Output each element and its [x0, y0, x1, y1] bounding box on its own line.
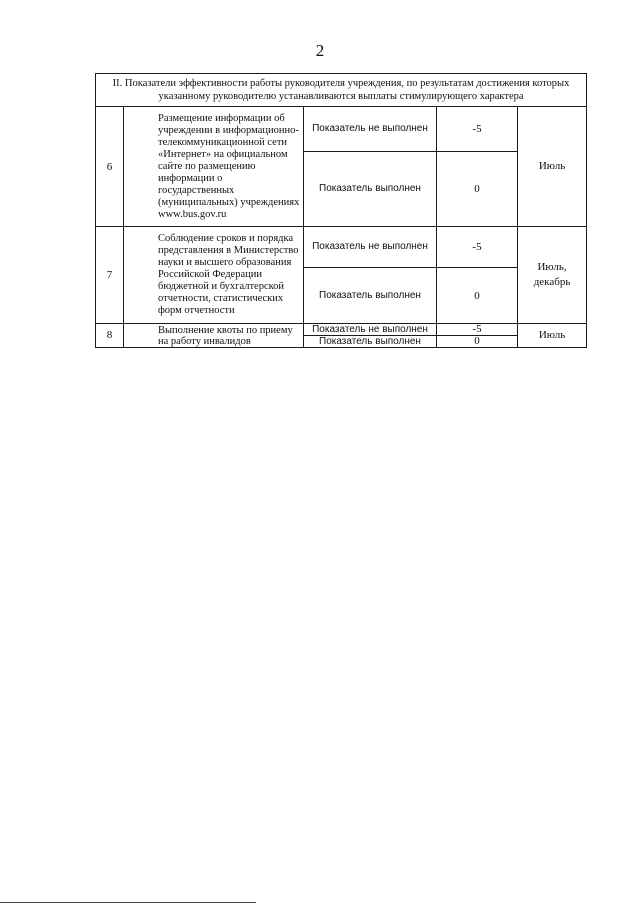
score-cell: -5	[437, 227, 518, 268]
row-number: 8	[96, 324, 124, 348]
kpi-table	[95, 73, 587, 348]
result-cell: Показатель выполнен	[304, 268, 437, 324]
criterion-cell: Соблюдение сроков и порядка представления в Министерство науки и высшего образования Российской Федерации бюджетной и бухгалтерской отчетности, статистических форм отчетности	[124, 227, 304, 324]
page-number: 2	[315, 41, 325, 60]
score-cell: 0	[437, 336, 518, 348]
row-number: 6	[96, 107, 124, 227]
score-cell: -5	[437, 107, 518, 152]
score-cell: 0	[437, 268, 518, 324]
table-row	[96, 227, 587, 268]
result-cell: Показатель выполнен	[304, 336, 437, 348]
period-cell: Июль, декабрь	[518, 227, 587, 324]
period-cell: Июль	[518, 324, 587, 348]
score-cell: -5	[437, 324, 518, 336]
period-cell: Июль	[518, 107, 587, 227]
criterion-cell: Выполнение квоты по приему на работу инвалидов	[124, 324, 304, 348]
table-row	[96, 107, 587, 152]
result-cell: Показатель не выполнен	[304, 227, 437, 268]
section-title: II. Показатели эффективности работы руководителя учреждения, по результатам достижения которых указанному руководителю устанавливаются выплаты стимулирующего характера	[96, 74, 587, 107]
score-cell: 0	[437, 152, 518, 227]
result-cell: Показатель выполнен	[304, 152, 437, 227]
row-number: 7	[96, 227, 124, 324]
criterion-cell: Размещение информации об учреждении в информационно-телекоммуникационной сети «Интернет» на официальном сайте по размещению информации о государственных (муниципальных) учреждениях www.bus.gov.ru	[124, 107, 304, 227]
table-row	[96, 324, 587, 336]
section-header-row	[96, 74, 587, 107]
result-cell: Показатель не выполнен	[304, 107, 437, 152]
footer-divider	[0, 902, 256, 903]
result-cell: Показатель не выполнен	[304, 324, 437, 336]
